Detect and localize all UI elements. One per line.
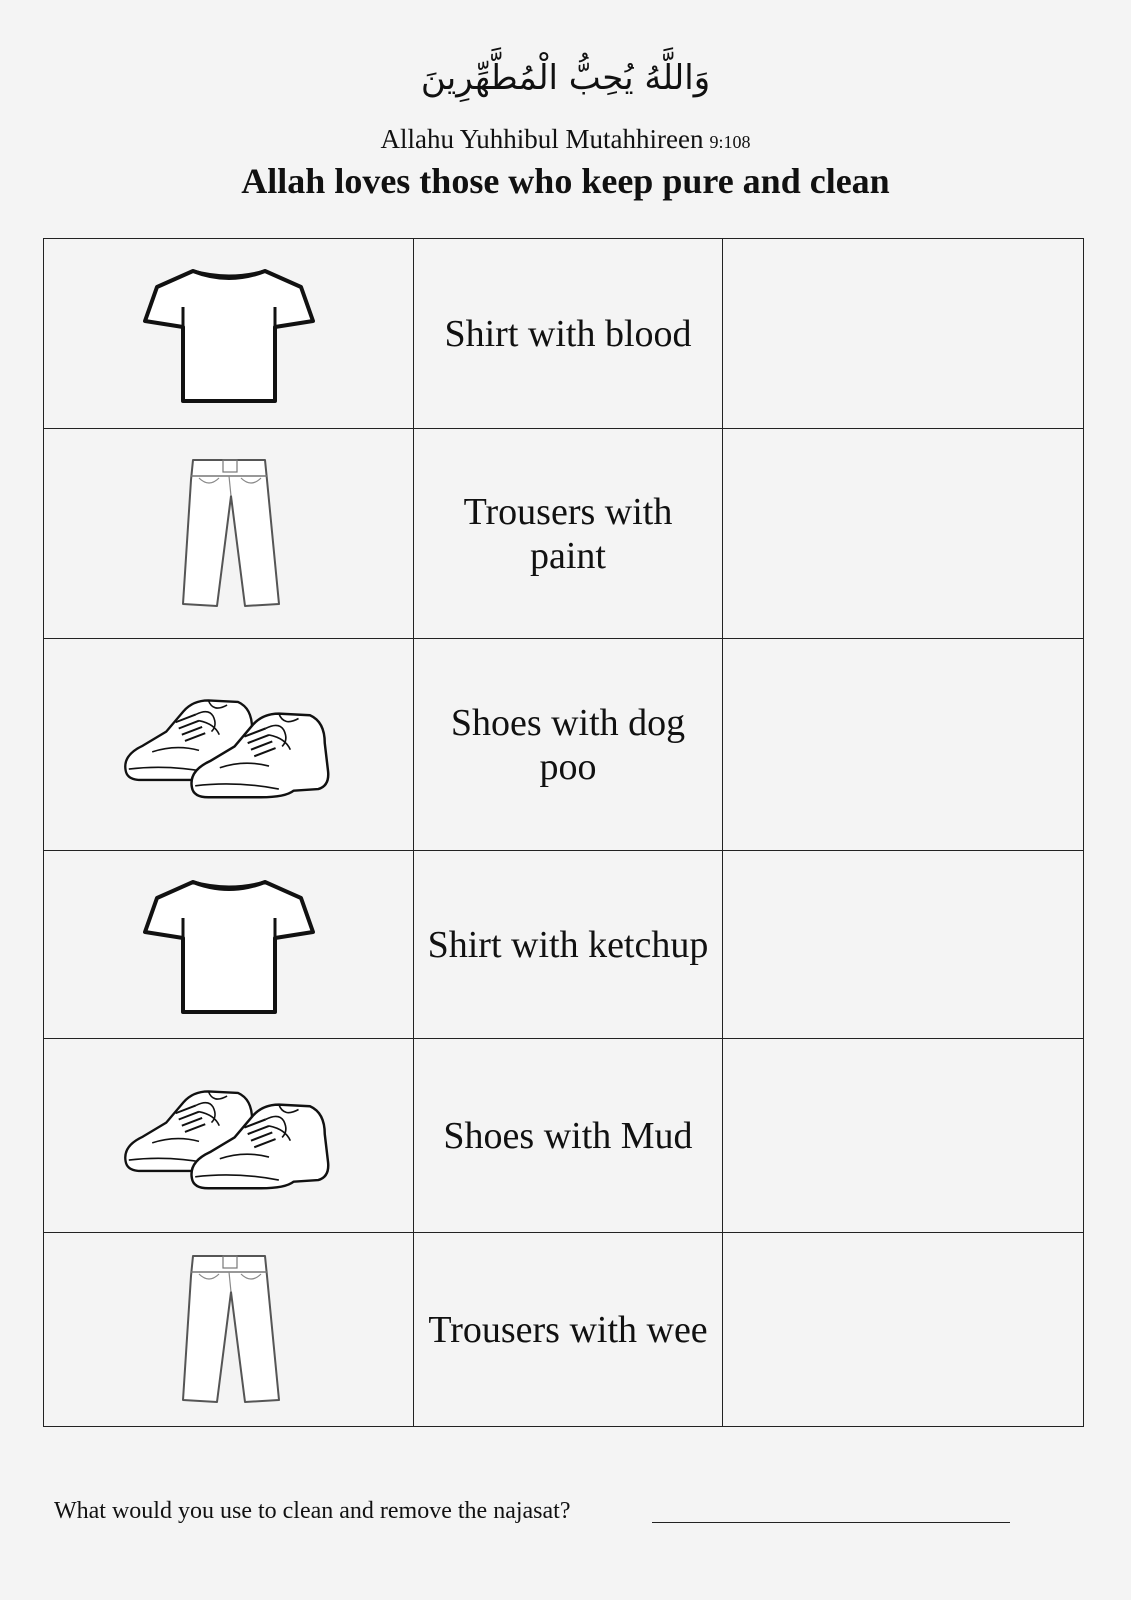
row-label: Shirt with blood <box>444 312 692 355</box>
table-row <box>44 429 1084 639</box>
row-label-cell <box>414 851 723 1039</box>
page-title: Allah loves those who keep pure and clean <box>241 161 890 201</box>
row-label: Trousers with wee <box>428 1308 708 1351</box>
row-label-cell <box>414 429 723 639</box>
answer-cell[interactable] <box>723 639 1084 851</box>
table-row <box>44 239 1084 429</box>
trousers-icon <box>169 1252 289 1408</box>
row-label: Shoes with dog poo <box>450 701 686 788</box>
worksheet-table <box>43 238 1084 1427</box>
trousers-icon <box>169 456 289 612</box>
table-row <box>44 639 1084 851</box>
row-label-cell <box>414 1039 723 1233</box>
row-image-cell <box>44 429 414 639</box>
answer-cell[interactable] <box>723 1039 1084 1233</box>
answer-cell[interactable] <box>723 851 1084 1039</box>
row-label-cell <box>414 1233 723 1427</box>
table-row <box>44 851 1084 1039</box>
row-image-cell <box>44 1233 414 1427</box>
row-label: Shoes with Mud <box>443 1114 693 1157</box>
row-label-cell <box>414 639 723 851</box>
arabic-verse: وَاللَّهُ يُحِبُّ الْمُطَّهِّرِينَ <box>420 58 711 98</box>
row-label: Trousers with paint <box>463 490 673 577</box>
table-row <box>44 1039 1084 1233</box>
transliteration-text: Allahu Yuhhibul Mutahhireen <box>380 124 704 154</box>
shoes-icon <box>121 677 337 813</box>
transliteration <box>0 124 1131 155</box>
verse-reference: 9:108 <box>709 132 751 152</box>
shoes-icon <box>121 1068 337 1204</box>
row-image-cell <box>44 1039 414 1233</box>
row-label: Shirt with ketchup <box>427 923 709 966</box>
answer-cell[interactable] <box>723 239 1084 429</box>
row-image-cell <box>44 851 414 1039</box>
row-image-cell <box>44 639 414 851</box>
row-image-cell <box>44 239 414 429</box>
answer-line[interactable] <box>652 1522 1010 1523</box>
footer-question: What would you use to clean and remove the najasat? <box>54 1498 571 1524</box>
answer-cell[interactable] <box>723 429 1084 639</box>
row-label-cell <box>414 239 723 429</box>
shirt-icon <box>143 874 315 1016</box>
shirt-icon <box>143 263 315 405</box>
table-row <box>44 1233 1084 1427</box>
answer-cell[interactable] <box>723 1233 1084 1427</box>
